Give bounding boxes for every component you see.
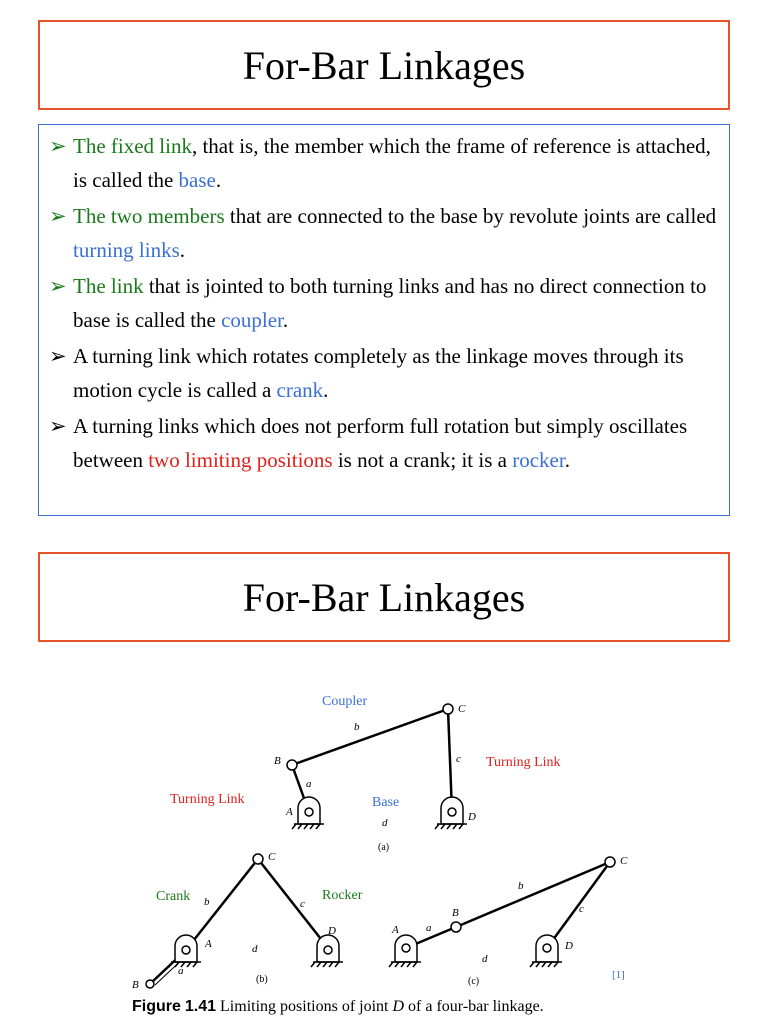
slide2-title-box [38,552,730,642]
slide1-title: For-Bar Linkages [242,42,526,88]
bullet-arrow-icon: ➢ [49,134,67,158]
definition-text: , that is, the member which the frame of reference is attached, is called the [73,134,711,192]
svg-text:C: C [268,851,276,863]
subfig-c-label: (c) [468,976,480,987]
svg-text:a: a [178,965,184,977]
caption-prefix: Figure [132,998,181,1015]
coupler-label: Coupler [322,694,368,709]
definition-text: turning links [73,238,180,262]
caption-number: 1.41 [184,998,217,1015]
caption-text-after: of a four-bar linkage. [404,998,544,1015]
svg-text:d: d [252,943,258,955]
definition-text: A turning links which does not perform full rotation but simply oscillates between [73,414,688,472]
definition-item [49,409,721,477]
svg-text:b: b [518,880,524,892]
definition-text: . [323,378,329,402]
joint-b [287,760,297,770]
svg-text:B: B [132,979,139,991]
joint-c [443,704,453,714]
definition-text: two limiting positions [148,448,333,472]
definition-text: The link [73,274,144,298]
svg-text:A: A [392,924,399,936]
definition-text: . [282,308,289,332]
definition-item [49,129,721,197]
svg-text:A: A [205,938,212,950]
definition-text: that are connected to the base by revolute joints are called [224,204,717,228]
label-A: A [286,806,293,818]
bullet-arrow-icon: ➢ [49,274,67,298]
definition-text: A turning link which rotates completely as the linkage moves through its motion cycle is called a [73,344,684,402]
definition-text: . [215,168,222,192]
svg-text:c: c [300,898,305,910]
rocker-label: Rocker [322,888,363,903]
link-b-a [292,709,448,765]
figure-caption [132,998,544,1016]
definition-text: rocker [512,448,565,472]
svg-text:d: d [482,953,488,965]
definition-text: base [178,168,216,192]
turning-link-right-label: Turning Link [486,755,561,770]
reference-label: [1] [612,969,625,981]
bullet-arrow-icon: ➢ [49,344,67,368]
definition-text: is not a crank; it is a [332,448,513,472]
subfig-b-label: (b) [256,974,268,985]
four-bar-linkage-figure [110,672,650,1017]
bullet-arrow-icon: ➢ [49,204,67,228]
svg-text:b: b [204,896,210,908]
label-a: a [306,778,312,790]
bullet-arrow-icon: ➢ [49,414,67,438]
definition-text: The fixed link [73,134,192,158]
definition-text: The two members [73,204,225,228]
svg-text:D: D [565,940,573,952]
definition-item [49,269,721,337]
definition-item [49,199,721,267]
definition-text: crank [276,378,324,402]
crank-label: Crank [156,889,191,904]
svg-text:c: c [579,903,584,915]
label-b: b [354,721,360,733]
definition-list [49,129,721,477]
label-B: B [274,755,281,767]
svg-text:D: D [328,925,336,937]
slide2-title: For-Bar Linkages [242,574,526,620]
svg-text:B: B [452,907,459,919]
definition-text: . [179,238,186,262]
caption-text-before: Limiting positions of joint [220,998,393,1015]
base-label: Base [372,795,400,810]
slide1-title-box [38,20,730,110]
definition-item [49,339,721,407]
turning-link-left-label: Turning Link [170,792,245,807]
definition-text: . [564,448,570,472]
definition-text: that is jointed to both turning links and has no direct connection to base is called the [73,274,707,332]
svg-text:a: a [426,922,432,934]
label-c: c [456,753,461,765]
subfig-a-label: (a) [378,842,390,853]
svg-text:C: C [620,855,628,867]
definition-text: coupler [221,308,283,332]
slide1-content-box [38,124,730,516]
caption-italic: D [392,998,405,1015]
label-d: d [382,817,388,829]
label-D: D [468,811,476,823]
label-C: C [458,703,466,715]
